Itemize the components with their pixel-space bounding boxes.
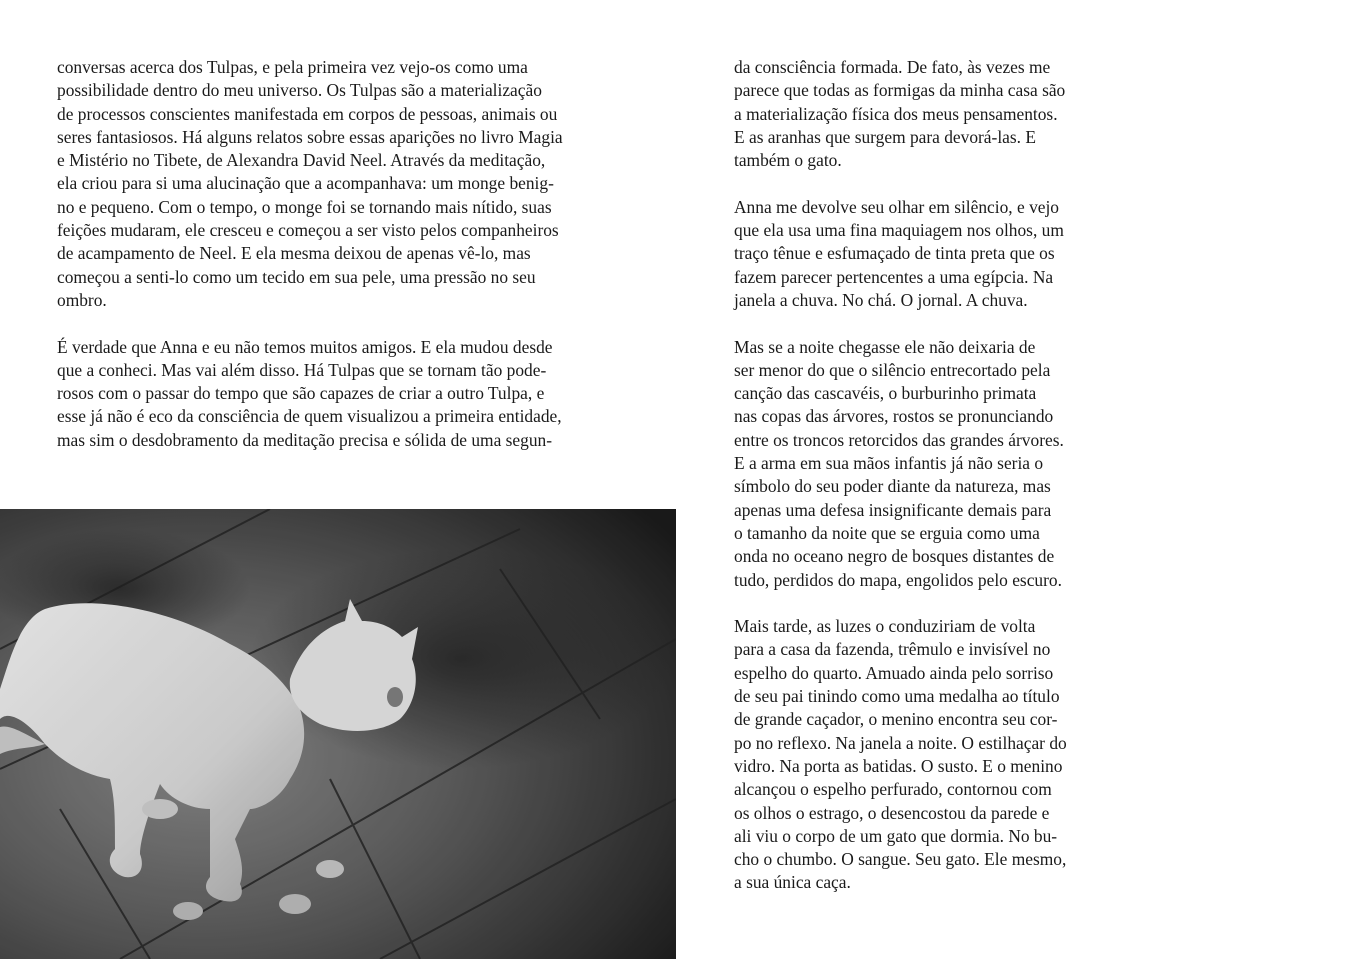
paragraph <box>57 56 637 312</box>
text-line: cho o chumbo. O sangue. Seu gato. Ele mesmo, <box>734 849 1067 870</box>
cat-photo-illustration <box>0 509 676 959</box>
text-line: É verdade que Anna e eu não temos muitos amigos. E ela mudou desde <box>57 336 553 357</box>
text-line: ali viu o corpo de um gato que dormia. No bu- <box>734 825 1058 846</box>
text-line: nas copas das árvores, rostos se pronunciando <box>734 406 1054 427</box>
paragraph <box>57 336 637 452</box>
text-line: fazem parecer pertencentes a uma egípcia. Na <box>734 266 1054 287</box>
text-line: seres fantasiosos. Há alguns relatos sobre essas aparições no livro Magia <box>57 126 563 147</box>
text-line: espelho do quarto. Amuado ainda pelo sorriso <box>734 662 1054 683</box>
paragraph <box>734 56 1134 172</box>
text-line: também o gato. <box>734 150 842 171</box>
text-line: de acampamento de Neel. E ela mesma deixou de apenas vê-lo, mas <box>57 243 531 264</box>
text-line: E a arma em sua mãos infantis já não seria o <box>734 453 1044 474</box>
paragraph <box>734 196 1134 312</box>
text-line: ela criou para si uma alucinação que a acompanhava: um monge benig- <box>57 173 554 194</box>
text-line: entre os troncos retorcidos das grandes árvores. <box>734 429 1064 450</box>
text-line: feições mudaram, ele cresceu e começou a ser visto pelos companheiros <box>57 220 559 241</box>
text-line: de grande caçador, o menino encontra seu cor- <box>734 709 1058 730</box>
text-line: E as aranhas que surgem para devorá-las. E <box>734 126 1036 147</box>
text-line: esse já não é eco da consciência de quem visualizou a primeira entidade, <box>57 406 562 427</box>
text-line: janela a chuva. No chá. O jornal. A chuva. <box>734 289 1028 310</box>
right-text-column <box>734 56 1134 918</box>
text-line: parece que todas as formigas da minha casa são <box>734 80 1066 101</box>
text-line: vidro. Na porta as batidas. O susto. E o menino <box>734 755 1063 776</box>
text-line: possibilidade dentro do meu universo. Os Tulpas são a materialização <box>57 80 542 101</box>
text-line: começou a senti-lo como um tecido em sua pele, uma pressão no seu <box>57 266 536 287</box>
paragraph <box>734 336 1134 592</box>
text-line: rosos com o passar do tempo que são capazes de criar a outro Tulpa, e <box>57 383 545 404</box>
text-line: traço tênue e esfumaçado de tinta preta que os <box>734 243 1055 264</box>
text-line: da consciência formada. De fato, às vezes me <box>734 57 1051 77</box>
text-line: que ela usa uma fina maquiagem nos olhos, um <box>734 220 1064 241</box>
text-line: ser menor do que o silêncio entrecortado pela <box>734 359 1051 380</box>
text-line: no e pequeno. Com o tempo, o monge foi se tornando mais nítido, suas <box>57 196 552 217</box>
text-line: e Mistério no Tibete, de Alexandra David Neel. Através da meditação, <box>57 150 546 171</box>
text-line: ombro. <box>57 289 107 310</box>
text-line: tudo, perdidos do mapa, engolidos pelo escuro. <box>734 569 1062 590</box>
text-line: a sua única caça. <box>734 872 851 893</box>
text-line: Anna me devolve seu olhar em silêncio, e vejo <box>734 196 1060 217</box>
text-line: os olhos o estrago, o desencostou da parede e <box>734 802 1050 823</box>
text-line: o tamanho da noite que se erguia como uma <box>734 522 1040 543</box>
text-line: Mais tarde, as luzes o conduziriam de volta <box>734 616 1036 637</box>
text-line: de processos conscientes manifestada em corpos de pessoas, animais ou <box>57 103 558 124</box>
text-line: que a conheci. Mas vai além disso. Há Tulpas que se tornam tão pode- <box>57 359 547 380</box>
text-line: apenas uma defesa insignificante demais para <box>734 499 1052 520</box>
paragraph <box>734 615 1134 895</box>
text-line: canção das cascavéis, o burburinho primata <box>734 383 1037 404</box>
text-line: para a casa da fazenda, trêmulo e invisível no <box>734 639 1051 660</box>
left-text-column <box>57 56 637 475</box>
text-line: a materialização física dos meus pensamentos. <box>734 103 1058 124</box>
text-line: alcançou o espelho perfurado, contornou com <box>734 779 1052 800</box>
text-line: de seu pai tinindo como uma medalha ao título <box>734 686 1060 707</box>
cat-photo <box>0 509 676 959</box>
text-line: onda no oceano negro de bosques distantes de <box>734 546 1055 567</box>
text-line: símbolo do seu poder diante da natureza, mas <box>734 476 1051 497</box>
text-line: conversas acerca dos Tulpas, e pela primeira vez vejo-os como uma <box>57 57 528 77</box>
text-line: mas sim o desdobramento da meditação precisa e sólida de uma segun- <box>57 429 552 450</box>
text-line: Mas se a noite chegasse ele não deixaria de <box>734 336 1036 357</box>
text-line: po no reflexo. Na janela a noite. O estilhaçar do <box>734 732 1067 753</box>
